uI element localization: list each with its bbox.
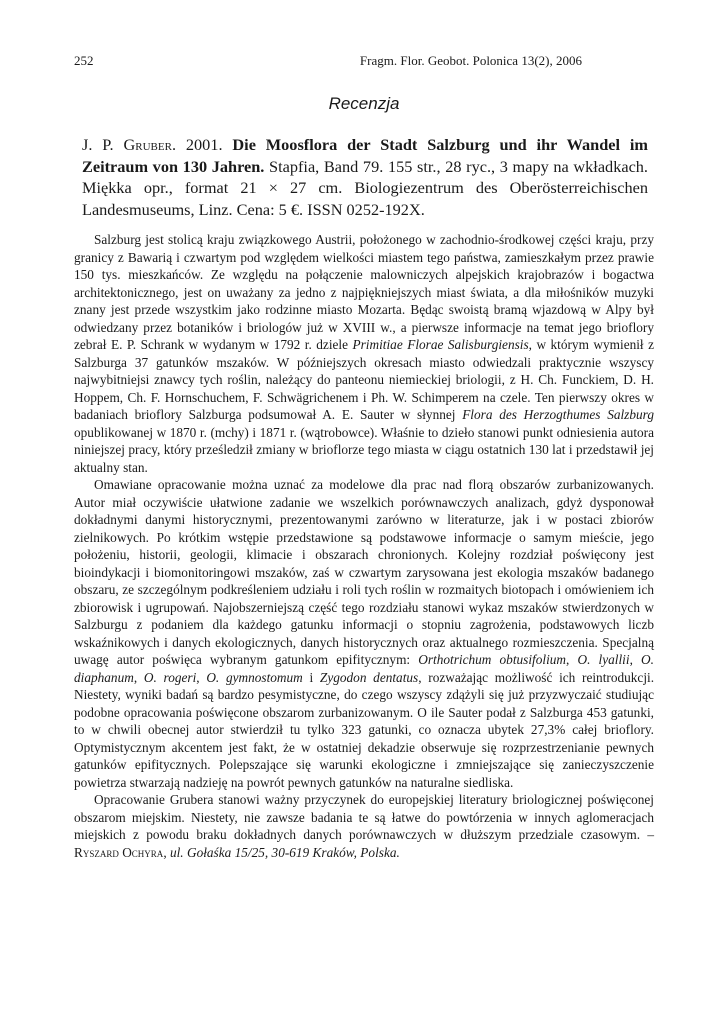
journal-reference: Fragm. Flor. Geobot. Polonica 13(2), 2006 (359, 53, 582, 68)
text-run: , w którym wymienił z Salzburga 37 gatunków mszaków. W późniejszych okresach miasto odwiedzali praktycznie wszyscy najwybitniejsi znawcy tych roślin, należący do panteonu niemieckiej briologii, z H. Ch. Funckiem, D. H. Hoppem, Ch. F. Hornschuchem, F. Schwägrichenem i Ph. W. Schimperem na czele. Ten pierwszy okres w badaniach brioflory Salzburga podsumował A. E. Sauter w słynnej (74, 337, 655, 422)
book-citation (82, 134, 648, 220)
review-body (74, 231, 654, 861)
text-run: Opracowanie Grubera stanowi ważny przyczynek do europejskiej literatury briologicznej poświęconej obszarom miejskim. Niestety, nie zawsze badania te są łatwe do powtórzenia w innych aglomeracjach miejskich z powodu braku dokładnych danych porównawczych w dłuższym przedziale czasowym. – (74, 792, 654, 842)
reviewer-address: ul. Gołaśka 15/25, 30-619 Kraków, Polska. (169, 844, 400, 860)
section-title: Recenzja (328, 94, 400, 113)
text-run: , (629, 652, 642, 667)
species-name: O. gymnostomum (206, 669, 303, 685)
text-run: , (133, 669, 144, 685)
text-run: , (196, 669, 207, 685)
author-surname: Gruber (123, 135, 172, 154)
text-run: , rozważając możliwość ich reintrodukcji. Niestety, wyniki badań są bardzo pesymistyczne, do czego wszyscy zdążyli się już przyzwyczaić studiując podobne opracowania poświęcone obszarom zurbanizowanym. O ile Sauter podał z Salzburga 453 gatunki, to w chwili obecnej autor stwierdził tu tylko 323 gatunki, co oznacza ubytek 27,3% całej brioflory. Optymistycznym akcentem jest fakt, że w ostatniej dekadzie obserwuje się rozprzestrzenianie pewnych gatunków epifitycznych. Polepszające się warunki ekologiczne i zmniejszające się zanieczyszczenie powietrza stwarzają nadzieję na powrót pewnych gatunków na naturalne siedliska. (74, 669, 655, 790)
page-number: 252 (74, 53, 94, 68)
reviewer-name: Ryszard Ochyra (74, 844, 164, 860)
italic-title: Primitiae Florae Salisburgiensis (352, 337, 529, 352)
citation-details: Stapfia, Band 79. 155 str., 28 ryc., 3 mapy na wkładkach. Miękka opr., format 21 × 27 cm. Biologiezentrum des Oberösterreichischen Landesmuseums, Linz. Cena: 5 €. ISSN 0252-192X. (82, 156, 649, 219)
species-name: Zygodon dentatus (319, 669, 419, 685)
species-name: O. diaphanum (74, 652, 654, 685)
text-run: , (163, 844, 170, 860)
paragraph-2 (74, 476, 654, 791)
text-run: opublikowanej w 1870 r. (mchy) i 1871 r. (wątrobowce). Właśnie to dzieło stanowi punkt odniesienia autora niniejszej pracy, który prześledził zmiany w brioflorze tego miasta w ciągu ostatnich 130 lat i przedstawił jej aktualny stan. (74, 424, 654, 475)
species-name: O. lyallii (577, 652, 630, 667)
text-run: i (302, 669, 320, 685)
author-initials: J. P. (82, 135, 124, 154)
text-run: Omawiane opracowanie można uznać za modelowe dla prac nad florą obszarów zurbanizowanych. Autor miał oczywiście ułatwione zadanie we wszelkich porównawczych analizach, gdyż dysponował dokładnymi danymi historycznymi, prezentowanymi zarówno w literaturze, jak i w postaci zbiorów zielnikowych. Po krótkim wstępie przedstawione są podstawowe informacje o samym mieście, jego położeniu, historii, geologii, klimacie i obszarach chronionych. Kolejny rozdział poświęcony jest bioindykacji i biomonitoringowi mszaków, zaś w czwartym zarysowana jest ekologia mszaków badanego obszaru, ze szczególnym podkreśleniem udziału i roli tych roślin w rozmaitych biotopach i omówieniem ich zbiorowisk i ugrupowań. Najobszerniejszą część tego rozdziału stanowi wykaz mszaków stwierdzonych w Salzburgu z podaniem dla każdego gatunku informacji o stopniu zagrożenia, podstawowych liczb wskaźnikowych i danych ekologicznych, danych historycznych oraz aktualnego rozmieszczenia. Specjalną uwagę autor poświęca wybranym gatunkom epifitycznym: (74, 477, 654, 667)
species-name: Orthotrichum obtusifolium (418, 652, 567, 667)
citation-year: . 2001. (171, 135, 233, 154)
running-head (74, 53, 654, 73)
paragraph-1 (74, 231, 654, 476)
species-name: O. rogeri (143, 669, 197, 685)
book-title: Die Moosflora der Stadt Salzburg und ihr Wandel im Zeitraum von 130 Jahren. (82, 135, 648, 176)
paragraph-3 (74, 791, 654, 861)
page (74, 0, 654, 1024)
text-run: , (566, 652, 578, 667)
italic-title: Flora des Herzogthumes Salzburg (462, 407, 654, 422)
text-run: Salzburg jest stolicą kraju związkowego Austrii, położonego w zachodnio-środkowej części kraju, przy granicy z Bawarią i czwartym pod względem wielkości miastem tego państwa, zamieszkałym przez prawie 150 tys. mieszkańców. Ze względu na połączenie malowniczych alpejskich krajobrazów i bogactwa architektonicznego, jest on uważany za jedno z najpiękniejszych miast świata, a dla miłośników muzyki znany jest przede wszystkim jako rodzinne miasto Mozarta. Będąc swoistą bramą wjazdową w Alpy był odwiedzany przez botaników i briologów już w XVIII w., a pierwsze informacje na temat jego brioflory zebrał E. P. Schrank w wydanym w 1792 r. dziele (74, 232, 654, 352)
